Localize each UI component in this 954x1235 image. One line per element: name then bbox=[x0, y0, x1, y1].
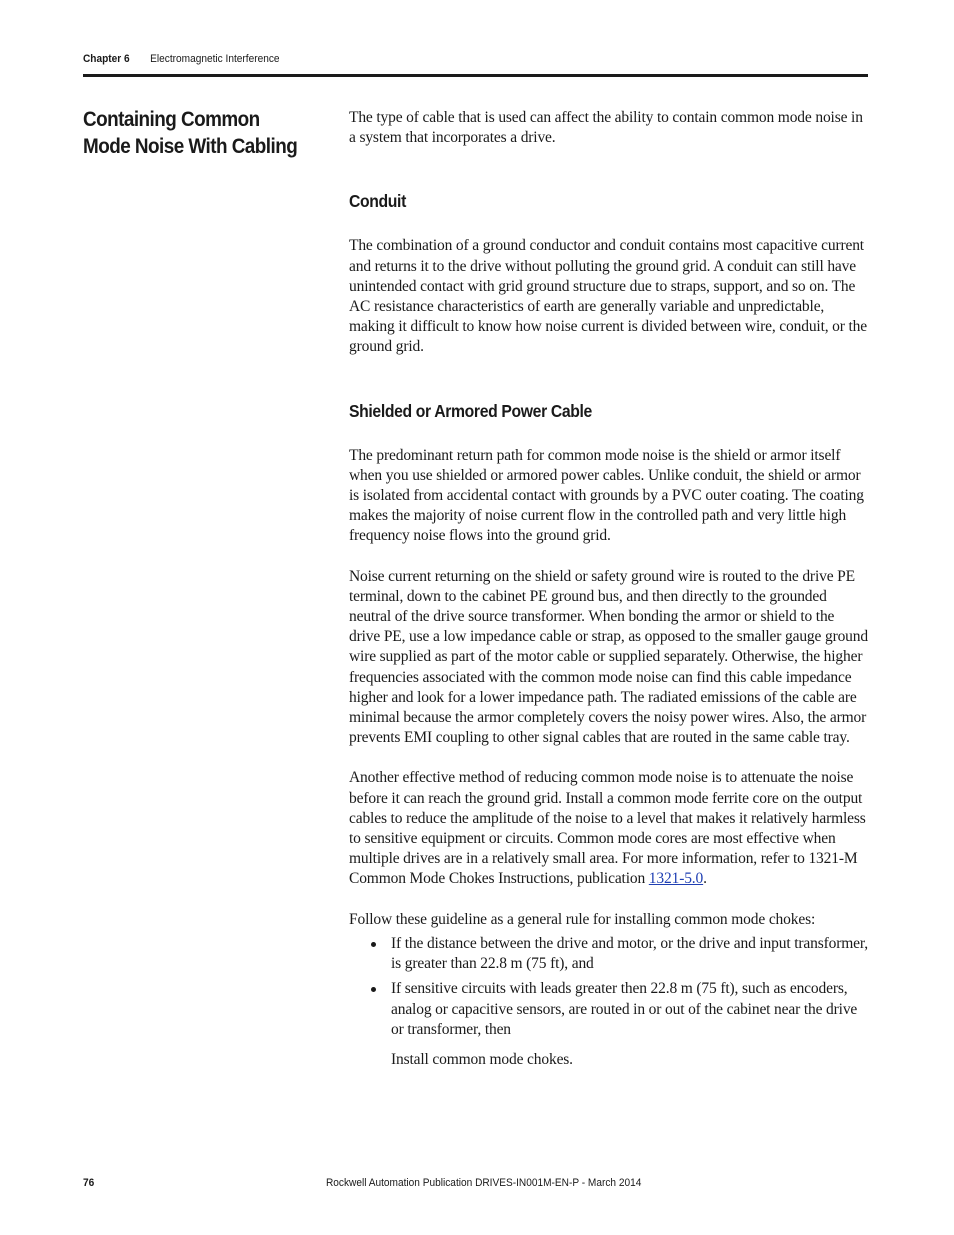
guideline-list bbox=[349, 934, 869, 1040]
conduit-heading: Conduit bbox=[349, 191, 406, 212]
paragraph-3-text: Another effective method of reducing common mode noise is to attenuate the noise before it can reach the ground grid. Install a common mode ferrite core on the output cables to reduce the amplitude of the noise to a level that makes it relatively harmless to sensitive equipment or circuits. Common mode cores are most effective when multiple drives are in a relatively small area. For more information, refer to 1321-M Common Mode Chokes Instructions, publication bbox=[349, 769, 866, 888]
conduit-paragraph: The combination of a ground conductor and conduit contains most capacitive current and returns it to the drive without polluting the ground grid. A conduit can still have unintended contact with grid ground structure due to straps, support, and so on. The AC resistance characteristics of earth are generally variable and unpredictable, making it difficult to know how noise current is divided between wire, conduit, or the ground grid. bbox=[349, 237, 868, 356]
header-rule bbox=[83, 74, 868, 77]
section-label: Electromagnetic Interference bbox=[150, 53, 280, 65]
list-item-text: If sensitive circuits with leads greater then 22.8 m (75 ft), such as encoders, analog or capacitive sensors, are routed in or out of the cabinet near the drive or transformer, then bbox=[391, 980, 858, 1038]
list-item bbox=[349, 979, 869, 1040]
page-header bbox=[83, 53, 805, 65]
guideline-outcome: Install common mode chokes. bbox=[391, 1050, 573, 1068]
shielded-heading: Shielded or Armored Power Cable bbox=[349, 400, 592, 421]
chapter-label: Chapter 6 bbox=[83, 53, 130, 65]
publication-link[interactable]: 1321-5.0 bbox=[648, 870, 704, 888]
bullet-icon bbox=[371, 987, 376, 992]
shielded-paragraph-1: The predominant return path for common mode noise is the shield or armor itself when you use shielded or armored power cables. Unlike conduit, the shield or armor is isolated from accidental contact with grounds by a PVC outer coating. The coating makes the majority of noise current flow in the controlled path and very little high frequency noise flows into the ground grid. bbox=[349, 446, 864, 545]
list-item bbox=[349, 934, 869, 974]
page-title: Containing Common Mode Noise With Cabling bbox=[83, 108, 298, 158]
shielded-paragraph-2: Noise current returning on the shield or safety ground wire is routed to the drive PE terminal, down to the cabinet PE ground bus, and then directly to the grounded neutral of the drive source transformer. When bonding the armor or shield to the drive PE, use a low impedance cable or strap, as opposed to the smaller gauge ground wire supplied as part of the motor cable or supplied separately. Otherwise, the higher frequencies associated with the common mode noise can find this cable impedance higher and look for a lower impedance path. The radiated emissions of the cable are minimal because the armor completely covers the noisy power wires. Also, the armor prevents EMI coupling to other signal cables that are routed in the same cable tray. bbox=[349, 567, 868, 747]
paragraph-3-end: . bbox=[703, 870, 707, 888]
list-item-text: If the distance between the drive and motor, or the drive and input transformer, is greater than 22.8 m (75 ft), and bbox=[391, 934, 868, 973]
intro-paragraph: The type of cable that is used can affect the ability to contain common mode noise in a system that incorporates a drive. bbox=[349, 109, 863, 147]
guideline-intro: Follow these guideline as a general rule for installing common mode chokes: bbox=[349, 910, 816, 928]
page-number: 76 bbox=[83, 1177, 95, 1189]
main-content bbox=[349, 108, 869, 1070]
shielded-paragraph-3 bbox=[349, 768, 869, 889]
publication-info: Rockwell Automation Publication DRIVES-IN001M-EN-P - March 2014 bbox=[326, 1177, 642, 1189]
bullet-icon bbox=[371, 942, 376, 947]
